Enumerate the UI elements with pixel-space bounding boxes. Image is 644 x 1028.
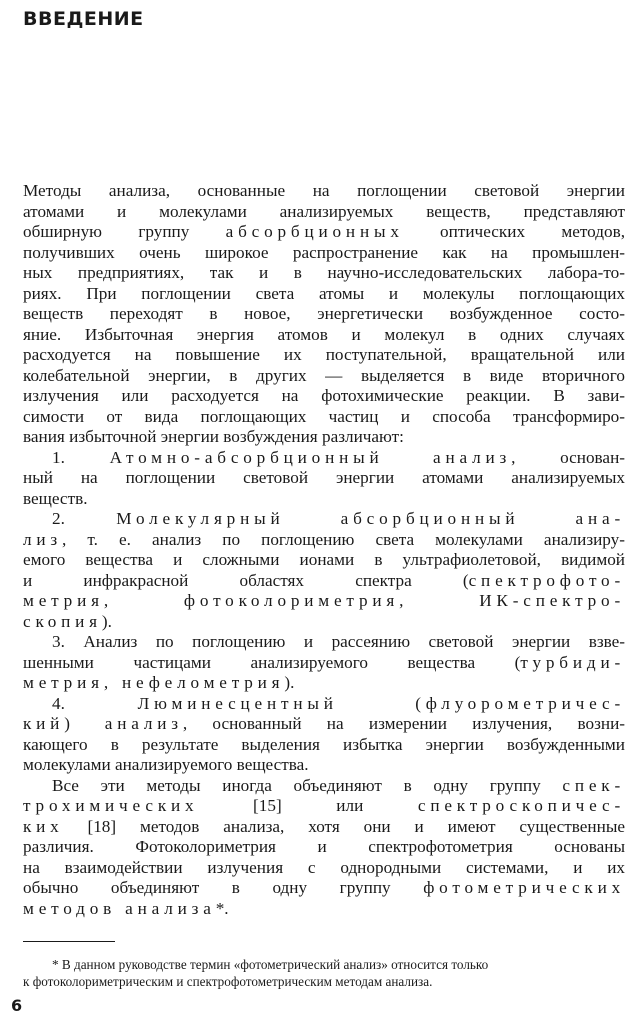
- footnote-divider: [23, 941, 115, 942]
- body-text-span: ных предприятиях, так и в научно-исследовательских лабора-то-: [23, 263, 625, 282]
- body-text-span: и инфракрасной областях спектра (: [23, 570, 469, 590]
- body-text-span: получивших очень широкое распространение как на промышлен-: [23, 242, 625, 262]
- footnote-line: к фотоколориметрическим и спектрофотометрическим методам анализа.: [23, 974, 433, 989]
- spaced-term: трохимических: [23, 796, 199, 815]
- body-line: [23, 550, 625, 570]
- body-line: [23, 468, 625, 488]
- body-text-span: ).: [101, 611, 112, 631]
- body-text-span: колебательной энергии, в других — выделяется в виде вторичного: [23, 365, 625, 385]
- body-line: [23, 407, 625, 427]
- body-text-span: Методы анализа, основанные на поглощении световой энергии: [23, 181, 625, 200]
- spaced-term: спектрофото-: [468, 570, 625, 590]
- spaced-term: ких: [23, 816, 64, 836]
- body-line: [23, 530, 625, 550]
- body-line: [23, 386, 625, 406]
- body-line: [23, 591, 625, 611]
- body-text-span: 1.: [52, 447, 110, 467]
- body-text-span: 3. Анализ по поглощению и рассеянию световой энергии взве-: [52, 632, 625, 651]
- body-text-span: симости от вида поглощающих частиц и способа трансформиро-: [23, 406, 625, 426]
- page-number: 6: [11, 996, 23, 1015]
- body-line: [23, 427, 625, 447]
- body-text-span: излучения или расходуется на фотохимические реакции. В зави-: [23, 386, 625, 405]
- body-line: [23, 222, 625, 242]
- body-line: [23, 755, 625, 775]
- body-text-span: шенными частицами анализируемого вещества (: [23, 652, 521, 672]
- body-text-span: вания избыточной энергии возбуждения различают:: [23, 427, 404, 446]
- spaced-term: Люминесцентный (флуорометричес-: [137, 693, 625, 713]
- spaced-term: абсорбционных: [225, 222, 404, 241]
- body-line: [52, 509, 625, 529]
- spaced-term: фотометрических: [423, 878, 625, 897]
- body-text-span: [15] или: [198, 796, 418, 815]
- body-text-span: [18] методов анализа, хотя они и имеют существенные: [63, 816, 625, 836]
- body-line: [23, 345, 625, 365]
- footnote-line: * В данном руководстве термин «фотометрический анализ» относится только: [52, 957, 489, 972]
- body-text-span: кающего в результате выделения избытка энергии возбужденными: [23, 734, 625, 754]
- body-line: [23, 837, 625, 857]
- spaced-term: турбиди-: [520, 652, 625, 672]
- body-line: [23, 366, 625, 386]
- body-text-span: веществ переходят в новое, энергетически возбужденное состо-: [23, 304, 625, 323]
- body-text-span: оптических методов,: [403, 222, 625, 241]
- body-line: [23, 571, 625, 591]
- body-line: [23, 653, 625, 673]
- body-text-span: 2.: [52, 509, 117, 528]
- body-line: [23, 202, 625, 222]
- spaced-term: Молекулярный абсорбционный ана-: [116, 509, 625, 528]
- body-line: [23, 243, 625, 263]
- body-line: [23, 878, 625, 898]
- body-line: [23, 714, 625, 734]
- body-line: [52, 776, 625, 796]
- spaced-term: Атомно-абсорбционный анализ: [109, 447, 512, 467]
- body-text-span: различия. Фотоколориметрия и спектрофотометрия основаны: [23, 837, 625, 856]
- body-line: [52, 632, 625, 652]
- spaced-term: скопия: [23, 611, 102, 631]
- body-line: [23, 858, 625, 878]
- body-text-span: риях. При поглощении света атомы и молекулы поглощающих: [23, 283, 625, 303]
- body-text-span: Все эти методы иногда объединяют в одну группу: [52, 775, 563, 795]
- body-text-span: , основан-: [511, 447, 625, 467]
- body-line: [23, 284, 625, 304]
- body-text-span: молекулами анализируемого вещества.: [23, 755, 309, 774]
- body-text-span: яние. Избыточная энергия атомов и молекул в одних случаях: [23, 324, 625, 344]
- spaced-term: кий) анализ: [23, 714, 183, 733]
- spaced-term: лиз: [23, 529, 63, 549]
- body-text-span: на взаимодействии излучения с однородными системами, и их: [23, 857, 625, 877]
- body-line: [23, 673, 625, 693]
- body-line: [23, 489, 625, 509]
- body-line: [52, 448, 625, 468]
- spaced-term: спектроскопичес-: [417, 796, 625, 815]
- body-line: [23, 735, 625, 755]
- spaced-term: методов анализа: [23, 898, 216, 918]
- body-line: [23, 304, 625, 324]
- body-text-span: обычно объединяют в одну группу: [23, 878, 424, 897]
- body-text-span: *.: [215, 898, 229, 918]
- spaced-term: метрия, нефелометрия: [23, 673, 285, 692]
- spaced-term: спек-: [562, 775, 625, 795]
- body-line: [23, 899, 625, 919]
- body-text-span: 4.: [52, 693, 138, 713]
- spaced-term: метрия, фотоколориметрия, ИК-спектро-: [23, 591, 625, 610]
- body-text-span: расходуется на повышение их поступательной, вращательной или: [23, 345, 625, 364]
- body-line: [23, 817, 625, 837]
- body-line: [23, 325, 625, 345]
- body-text-span: , основанный на измерении излучения, возни-: [182, 714, 625, 733]
- body-text-span: обширную группу: [23, 222, 226, 241]
- body-line: [23, 181, 625, 201]
- body-text-span: емого вещества и сложными ионами в ультрафиолетовой, видимой: [23, 550, 625, 569]
- body-text-span: ный на поглощении световой энергии атомами анализируемых: [23, 468, 625, 487]
- body-text-span: атомами и молекулами анализируемых веществ, представляют: [23, 201, 625, 221]
- body-text-span: веществ.: [23, 488, 88, 508]
- body-line: [23, 612, 625, 632]
- body-line: [52, 694, 625, 714]
- chapter-heading: ВВЕДЕНИЕ: [23, 8, 144, 30]
- body-line: [23, 263, 625, 283]
- body-text-span: ).: [284, 673, 295, 692]
- body-text-span: , т. е. анализ по поглощению света молекулами анализиру-: [62, 529, 625, 549]
- body-line: [23, 796, 625, 816]
